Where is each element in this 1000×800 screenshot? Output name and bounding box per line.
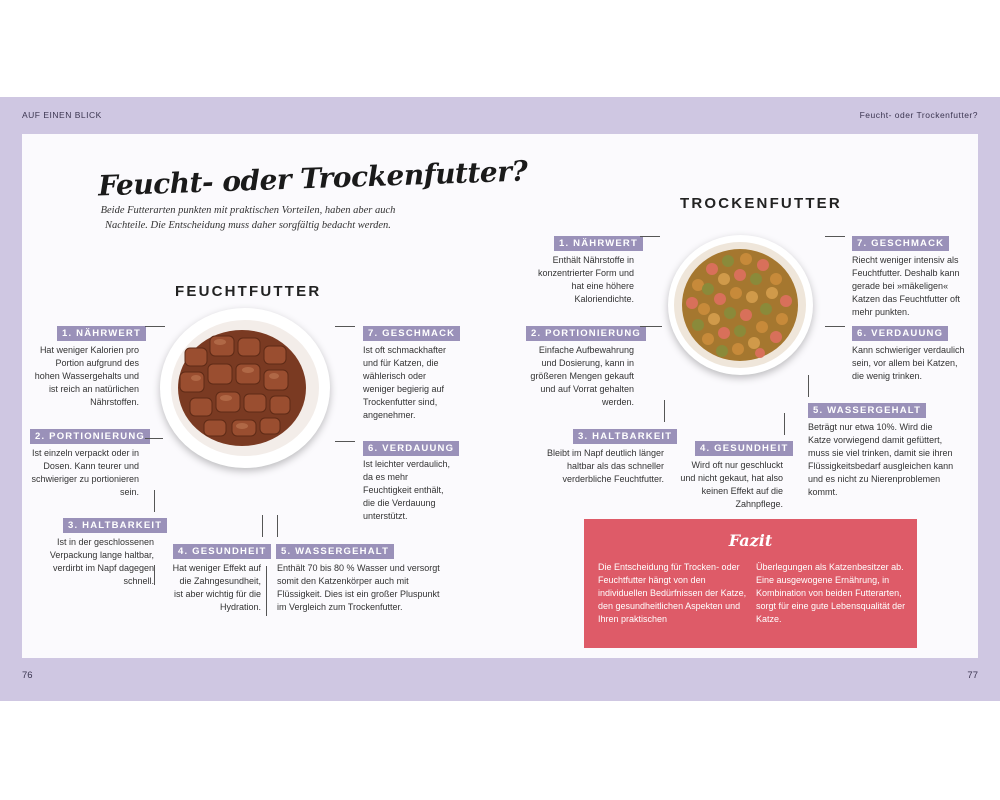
connector-line	[825, 326, 845, 327]
feucht-text-portionierung: Ist einzeln verpackt oder in Dosen. Kann teurer und schwieriger zu portionieren sein.	[31, 448, 139, 497]
trocken-label-geschmack: 7. GESCHMACK	[852, 236, 949, 251]
feucht-label-haltbarkeit: 3. HALTBARKEIT	[63, 518, 167, 533]
fazit-box	[584, 519, 917, 648]
feucht-label-verdauung: 6. VERDAUUNG	[363, 441, 459, 456]
wet-food-bowl-image	[160, 308, 330, 468]
dry-food-bowl-image	[668, 235, 813, 375]
connector-line	[784, 413, 785, 435]
feucht-text-geschmack: Ist oft schmackhafter und für Katzen, die wählerisch oder weniger begierig auf Trockenfutter sind, angenehmer.	[363, 345, 447, 420]
connector-line	[640, 326, 662, 327]
trocken-text-geschmack: Riecht weniger intensiv als Feuchtfutter. Deshalb kann gerade bei »mäkeligen« Katzen das Feuchtfutter oft mehr punkten.	[852, 255, 961, 317]
feucht-heading: FEUCHTFUTTER	[175, 283, 322, 300]
trocken-label-naehrwert: 1. NÄHRWERT	[554, 236, 643, 251]
feucht-label-gesundheit: 4. GESUNDHEIT	[173, 544, 271, 559]
trocken-label-portionierung: 2. PORTIONIERUNG	[526, 326, 646, 341]
feucht-label-portionierung: 2. PORTIONIERUNG	[30, 429, 150, 444]
connector-line	[277, 515, 278, 537]
fazit-text-col1: Die Entscheidung für Trocken- oder Feuchtfutter hängt von den individuellen Bedürfnissen der Katze, den gesundheitlichen Aspekten und Ihren praktischen	[598, 562, 747, 624]
trocken-label-haltbarkeit: 3. HALTBARKEIT	[573, 429, 677, 444]
trocken-text-verdauung: Kann schwieriger verdaulich sein, vor allem bei Katzen, die wenig trinken.	[852, 345, 965, 381]
trocken-text-wassergehalt: Beträgt nur etwa 10%. Wird die Katze vorwiegend damit gefüttert, muss sie viel trinken, damit sie ihren Flüssigkeitsbedarf ausgleichen kann und es nicht zu Nierenproblemen kommt.	[808, 422, 954, 497]
trocken-heading: TROCKENFUTTER	[680, 195, 842, 212]
connector-line	[335, 441, 355, 442]
feucht-text-gesundheit: Hat weniger Effekt auf die Zahngesundheit, ist aber wichtig für die Hydration.	[172, 563, 261, 612]
running-head-left: AUF EINEN BLICK	[22, 110, 102, 120]
trocken-text-naehrwert: Enthält Nährstoffe in konzentrierter Form und hat eine höhere Kaloriendichte.	[537, 255, 634, 304]
connector-line	[266, 566, 267, 616]
connector-line	[825, 236, 845, 237]
wet-food-chunks	[160, 308, 330, 468]
trocken-label-gesundheit: 4. GESUNDHEIT	[695, 441, 793, 456]
trocken-text-gesundheit: Wird oft nur geschluckt und nicht gekaut, hat also keinen Effekt auf die Zahnpflege.	[680, 460, 783, 509]
connector-line	[664, 400, 665, 422]
feucht-text-naehrwert: Hat weniger Kalorien pro Portion aufgrund des hohen Wassergehalts und ist reich an natürlichen Nährstoffen.	[34, 345, 139, 407]
page-number-left: 76	[22, 670, 33, 681]
feucht-label-wassergehalt: 5. WASSERGEHALT	[276, 544, 394, 559]
feucht-label-geschmack: 7. GESCHMACK	[363, 326, 460, 341]
trocken-label-verdauung: 6. VERDAUUNG	[852, 326, 948, 341]
connector-line	[640, 236, 660, 237]
feucht-label-naehrwert: 1. NÄHRWERT	[57, 326, 146, 341]
connector-line	[808, 375, 809, 397]
connector-line	[145, 326, 165, 327]
feucht-text-haltbarkeit: Ist in der geschlossenen Verpackung lange haltbar, verdirbt im Napf dagegen schnell.	[49, 537, 154, 586]
trocken-label-wassergehalt: 5. WASSERGEHALT	[808, 403, 926, 418]
connector-line	[154, 490, 155, 512]
trocken-text-portionierung: Einfache Aufbewahrung und Dosierung, kann in größeren Mengen gekauft und auf Vorrat gehalten werden.	[530, 345, 634, 407]
connector-line	[145, 438, 163, 439]
dry-food-kibble	[668, 235, 813, 375]
page-title: Feucht- oder Trockenfutter?	[97, 154, 528, 203]
page-number-right: 77	[967, 670, 978, 681]
running-head-right: Feucht- oder Trockenfutter?	[859, 110, 978, 120]
feucht-text-wassergehalt: Enthält 70 bis 80 % Wasser und versorgt somit den Katzenkörper auch mit Flüssigkeit. Dies ist ein großer Pluspunkt im Vergleich zum Trockenfutter.	[277, 563, 440, 612]
intro-text: Beide Futterarten punkten mit praktischen Vorteilen, haben aber auch Nachteile. Die Entscheidung muss daher sorgfältig bedacht werden.	[100, 205, 396, 231]
feucht-text-verdauung: Ist leichter verdaulich, da es mehr Feuchtigkeit enthält, die die Verdauung unterstützt.	[363, 459, 451, 521]
fazit-title: Fazit	[728, 531, 773, 550]
connector-line	[154, 565, 155, 585]
fazit-text-col2: Überlegungen als Katzenbesitzer ab. Eine ausgewogene Ernährung, in Kombination von beiden Futterarten, sorgt für eine gute Lebensqualität der Katze.	[756, 562, 906, 624]
connector-line	[335, 326, 355, 327]
connector-line	[262, 515, 263, 537]
trocken-text-haltbarkeit: Bleibt im Napf deutlich länger haltbar als das schneller verderbliche Feuchtfutter.	[546, 448, 664, 484]
